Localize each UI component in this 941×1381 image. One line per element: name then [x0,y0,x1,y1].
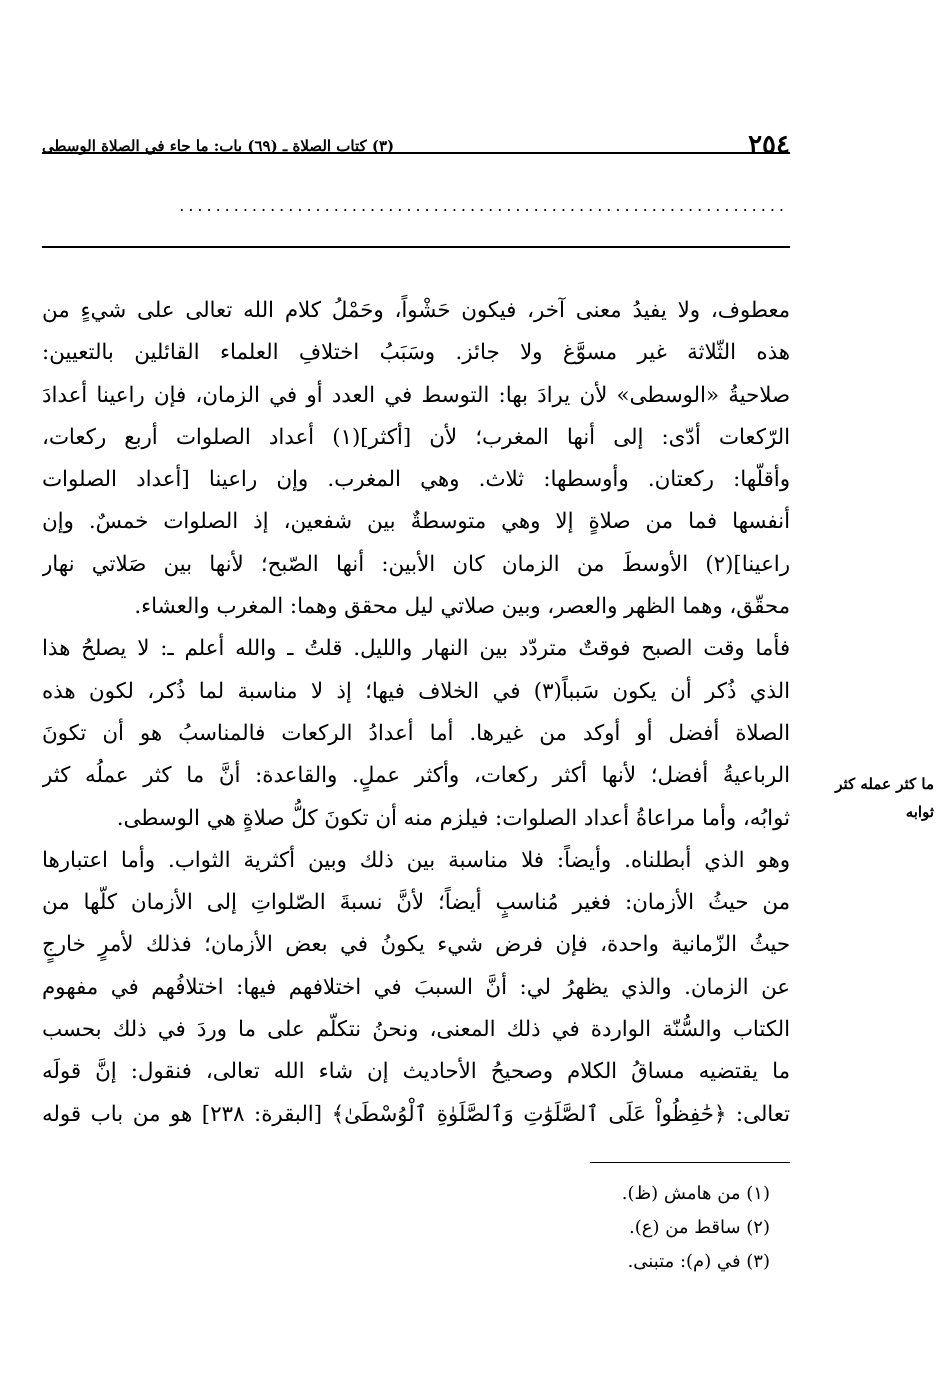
margin-note [794,770,934,826]
footnotes [470,1177,770,1279]
header-rule [42,152,790,154]
body-line: الرّكعات أدّى: إلى أنها المغرب؛ لأن [أكثر](١) أعداد الصلوات أربع ركعات، [42,424,790,450]
body-line: الذي ذُكر أن يكون سَبباً(٣) في الخلاف فيها؛ إذ لا مناسبة لما ذُكر، لكون هذه [42,678,790,704]
page-number: ٢٥٤ [748,130,790,160]
running-title: (٣) كتاب الصلاة ـ (٦٩) باب: ما جاء في الصلاة الوسطى [42,137,395,155]
section-rule [42,246,790,248]
body-line: الكتاب والسُّنّة الواردة في ذلك المعنى، ونحنُ نتكلّم على ما وردَ في ذلك بحسب [42,1017,790,1043]
body-line: أنفسها فما من صلاةٍ إلا وهي متوسطةٌ بين شفعين، إذ الصلوات خمسٌ. وإن [42,509,790,535]
footnote: (٣) في (م): متبنى. [627,1251,770,1272]
body-line: عن الزمان. والذي يظهرُ لي: أنَّ السببَ في اختلافهم فيها: اختلافُهم في مفهوم [42,974,790,1000]
body-line: الصلاة أفضل أو أوكد من غيرها. أما أعدادُ الركعات فالمناسبُ هو أن تكونَ [42,720,790,746]
footnote: (٢) ساقط من (ع). [629,1217,770,1238]
body-line: تعالى: ﴿حَٰفِظُواْ عَلَى ٱلصَّلَوَٰتِ وَٱلصَّلَوٰةِ ٱلْوُسْطَىٰ﴾ [البقرة: ٢٣٨] هو من باب قوله [42,1101,790,1127]
body-line: حيثُ الزّمانية واحدة، فإن فرض شيء يكونُ في بعض الأزمان؛ فذلك لأمرٍ خارجٍ [42,932,790,958]
body-line: من حيثُ الأزمان: فغير مُناسبٍ أيضاً؛ لأنَّ نسبةَ الصّلواتِ إلى الأزمان كلّها من [42,890,790,916]
body-line: الرباعيةُ أفضل؛ لأنها أكثر ركعات، وأكثر عملٍ. والقاعدة: أنَّ ما كثر عملُه كثر [42,763,790,789]
body-line: وهو الذي أبطلناه. وأيضاً: فلا مناسبة بين ذلك وبين أكثرية الثواب. وأما اعتبارها [42,847,790,873]
margin-note-line: ما كثر عمله كثر [835,775,934,793]
body-line: ثوابُه، وأما مراعاةُ أعداد الصلوات: فيلزم منه أن تكونَ كلُّ صلاةٍ هي الوسطى. [116,805,790,831]
body-line: معطوف، ولا يفيدُ معنى آخر، فيكون حَشْواً، وحَمْلُ كلام الله تعالى على شيءٍ من [42,298,790,323]
body-line: فأما وقت الصبح فوقتٌ متردّد بين النهار والليل. قلتُ ـ والله أعلم ـ: لا يصلحُ هذا [42,636,790,662]
margin-note-line: ثوابه [905,803,934,821]
body-line: صلاحيةُ «الوسطى» لأن يرادَ بها: التوسط في العدد أو في الزمان، فإن راعينا أعدادَ [42,382,790,408]
elision-dots: ................................................................... [179,196,788,215]
body-line: وأقلّها: ركعتان. وأوسطها: ثلاث. وهي المغرب. وإن راعينا [أعداد الصلوات [42,467,790,493]
body-line: راعينا](٢) الأوسطَ من الزمان كان الأبين: أنها الصّبح؛ لأنها بين صَلاتي نهار [42,551,790,577]
body-line: محقّق، وهما الظهر والعصر، وبين صلاتي ليل محقق وهما: المغرب والعشاء. [134,594,790,620]
footnote: (١) من هامش (ظ). [621,1183,770,1204]
body-line: هذه الثّلاثة غير مسوَّغ ولا جائز. وسَبَبُ اختلافِ العلماء القائلين بالتعيين: [42,340,790,366]
body-line: ما يقتضيه مساقُ الكلام وصحيحُ الأحاديث إن شاء الله تعالى، فنقول: إنَّ قولَه [42,1059,790,1085]
footnote-rule [590,1162,790,1163]
body-text [42,290,790,1136]
